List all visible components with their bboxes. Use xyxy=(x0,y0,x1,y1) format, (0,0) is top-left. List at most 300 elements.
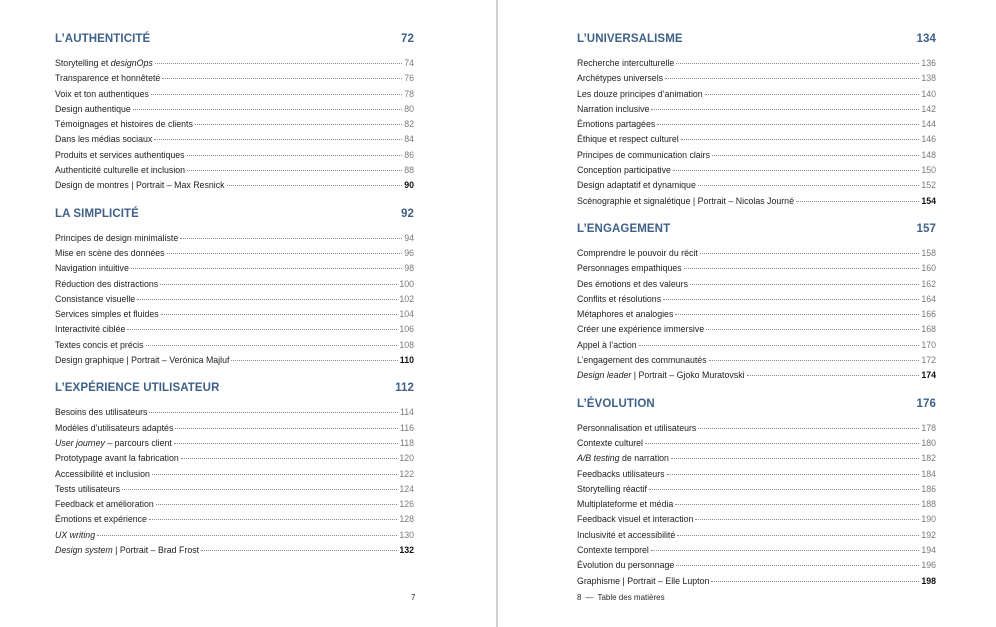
entry-title xyxy=(577,277,688,292)
entry-title-text: Tests utilisateurs xyxy=(55,483,121,494)
toc-entry[interactable] xyxy=(55,71,414,86)
entry-title xyxy=(55,56,153,71)
toc-entry[interactable] xyxy=(577,163,936,178)
entry-title-text: Consistance visuelle xyxy=(55,293,136,304)
dot-leader xyxy=(712,155,919,156)
toc-entry[interactable] xyxy=(577,467,936,482)
entry-title xyxy=(55,261,129,276)
toc-entry[interactable] xyxy=(55,421,414,436)
toc-entry[interactable] xyxy=(55,56,414,71)
entry-page-number: 146 xyxy=(921,134,936,145)
entry-title-text: Design authentique xyxy=(55,103,131,114)
dot-leader xyxy=(698,428,919,429)
section-title: L’ENGAGEMENT xyxy=(577,222,671,235)
entry-title xyxy=(577,261,682,276)
dot-leader xyxy=(149,412,398,413)
entry-page-number: 90 xyxy=(404,180,414,191)
toc-entry[interactable] xyxy=(55,148,414,163)
dot-leader xyxy=(684,268,920,269)
entry-title xyxy=(55,102,131,117)
entry-title-text: Créer une expérience immersive xyxy=(577,324,705,335)
entry-title xyxy=(577,482,647,497)
entry-title xyxy=(55,322,125,337)
entry-title-text: Principes de design minimaliste xyxy=(55,232,179,243)
entry-title xyxy=(55,512,147,527)
dot-leader xyxy=(187,155,403,156)
entry-title xyxy=(55,277,158,292)
toc-entry[interactable] xyxy=(55,512,414,527)
entry-title xyxy=(577,528,675,543)
entry-page-number: 186 xyxy=(921,483,936,494)
entry-title xyxy=(577,246,698,261)
entry-title-text: Contexte temporel xyxy=(577,545,649,556)
dot-leader xyxy=(201,550,397,551)
entry-title-text: Storytelling réactif xyxy=(577,483,647,494)
entry-page-number: 160 xyxy=(921,263,936,274)
dot-leader xyxy=(127,329,397,330)
toc-entry[interactable] xyxy=(55,102,414,117)
entry-page-number: 196 xyxy=(921,560,936,571)
entry-title-text: Modèles d’utilisateurs adaptés xyxy=(55,422,174,433)
entry-page-number: 158 xyxy=(921,247,936,258)
entry-title-text: Design de montres | Portrait – Max Resnick xyxy=(55,180,225,191)
toc-entry[interactable] xyxy=(577,292,936,307)
entry-title-text: Feedback et amélioration xyxy=(55,499,154,510)
entry-page-number: 126 xyxy=(399,499,414,510)
section-heading[interactable] xyxy=(55,208,414,225)
entry-page-number: 74 xyxy=(404,58,414,68)
dot-leader xyxy=(137,299,397,300)
entry-page-number: 96 xyxy=(404,247,414,258)
dot-leader xyxy=(651,109,919,110)
entry-page-number: 128 xyxy=(399,514,414,525)
entry-title-text: Graphisme | Portrait – Elle Lupton xyxy=(577,575,710,586)
entry-title xyxy=(55,148,185,163)
entry-page-number: 130 xyxy=(399,529,414,540)
dot-leader xyxy=(97,535,397,536)
entry-title-text: Accessibilité et inclusion xyxy=(55,468,150,479)
section-page-number: 72 xyxy=(401,33,414,45)
entry-title xyxy=(577,292,661,307)
entry-title xyxy=(577,163,671,178)
entry-title-text: Interactivité ciblée xyxy=(55,324,126,335)
entry-title-italic: Design system xyxy=(55,545,113,556)
section-title: L’ÉVOLUTION xyxy=(577,397,655,410)
entry-title-italic: A/B testing xyxy=(577,453,620,464)
entry-title xyxy=(55,338,144,353)
toc-entry[interactable] xyxy=(55,292,414,307)
entry-title xyxy=(577,558,674,573)
entry-page-number: 82 xyxy=(404,119,414,130)
toc-entry[interactable] xyxy=(55,338,414,353)
entry-page-number: 104 xyxy=(399,309,414,320)
toc-section xyxy=(577,223,936,384)
dot-leader xyxy=(651,550,919,551)
dot-leader xyxy=(747,375,920,376)
dot-leader xyxy=(154,139,402,140)
dot-leader xyxy=(675,504,919,505)
toc-entry[interactable] xyxy=(577,574,936,589)
entry-title xyxy=(55,353,229,368)
dot-leader xyxy=(175,428,398,429)
entry-title xyxy=(55,132,152,147)
entry-title xyxy=(577,353,707,368)
entry-page-number: 132 xyxy=(399,545,414,556)
entry-page-number: 168 xyxy=(921,324,936,335)
entry-title-text: L’engagement des communautés xyxy=(577,355,707,366)
entry-title-text: Conflits et résolutions xyxy=(577,293,662,304)
entry-title-suffix: | Portrait – Brad Frost xyxy=(112,545,200,556)
toc-entry[interactable] xyxy=(577,194,936,209)
entry-title xyxy=(577,148,710,163)
toc-entry[interactable] xyxy=(55,163,414,178)
entry-title-text: Narration inclusive xyxy=(577,103,650,114)
right-page xyxy=(499,0,996,627)
entry-title xyxy=(577,56,674,71)
toc-entry[interactable] xyxy=(577,132,936,147)
left-page-number: 7 xyxy=(411,593,416,602)
right-toc-column xyxy=(577,33,936,603)
toc-entry[interactable] xyxy=(577,338,936,353)
dot-leader xyxy=(695,519,919,520)
entry-title xyxy=(55,451,179,466)
dot-leader xyxy=(156,504,398,505)
left-toc-column xyxy=(55,33,414,572)
entry-page-number: 154 xyxy=(921,195,936,206)
section-heading[interactable] xyxy=(55,382,414,399)
dot-leader xyxy=(645,443,919,444)
entry-title xyxy=(55,163,185,178)
entry-title-text: Design graphique | Portrait – Verónica Majluf xyxy=(55,355,230,366)
entry-page-number: 192 xyxy=(921,529,936,540)
dot-leader xyxy=(676,63,919,64)
entry-title xyxy=(577,543,649,558)
dot-leader xyxy=(161,314,398,315)
entry-title xyxy=(577,87,703,102)
entry-title-text: Design adaptatif et dynamique xyxy=(577,180,696,191)
entry-title-italic: UX writing xyxy=(55,529,96,540)
toc-entry[interactable] xyxy=(577,261,936,276)
toc-entry[interactable] xyxy=(55,497,414,512)
dot-leader xyxy=(122,489,397,490)
entry-title-text: Conception participative xyxy=(577,165,671,176)
toc-section xyxy=(55,382,414,558)
dot-leader xyxy=(663,299,919,300)
entry-title-text: Principes de communication clairs xyxy=(577,149,710,160)
entry-page-number: 94 xyxy=(404,232,414,243)
section-heading[interactable] xyxy=(577,33,936,50)
entry-page-number: 108 xyxy=(399,339,414,350)
entry-title xyxy=(577,178,696,193)
dot-leader xyxy=(151,94,402,95)
entry-title xyxy=(577,421,696,436)
entry-title-text: Les douze principes d’animation xyxy=(577,88,703,99)
entry-title-text: Évolution du personnage xyxy=(577,560,675,571)
entry-page-number: 184 xyxy=(921,468,936,479)
entry-title xyxy=(55,307,159,322)
toc-entry[interactable] xyxy=(577,102,936,117)
entry-title-text: Multiplateforme et média xyxy=(577,499,674,510)
entry-page-number: 106 xyxy=(399,324,414,335)
entry-title xyxy=(55,467,150,482)
toc-entry[interactable] xyxy=(577,71,936,86)
toc-entry[interactable] xyxy=(577,56,936,71)
section-page-number: 157 xyxy=(916,222,936,235)
entry-page-number: 76 xyxy=(404,73,414,84)
toc-entry[interactable] xyxy=(55,405,414,420)
dot-leader xyxy=(231,360,397,361)
dot-leader xyxy=(711,581,919,582)
section-page-number: 92 xyxy=(401,207,414,220)
dot-leader xyxy=(152,474,397,475)
toc-entry[interactable] xyxy=(55,436,414,451)
entry-title xyxy=(577,102,649,117)
entry-page-number: 182 xyxy=(921,453,936,464)
entry-title-text: Navigation intuitive xyxy=(55,263,129,274)
dot-leader xyxy=(698,185,919,186)
entry-title xyxy=(55,178,225,193)
toc-entry[interactable] xyxy=(577,558,936,573)
dot-leader xyxy=(180,238,402,239)
dot-leader xyxy=(131,268,402,269)
toc-entry[interactable] xyxy=(577,512,936,527)
entry-title-italic: designOps xyxy=(110,58,153,68)
toc-entry[interactable] xyxy=(577,307,936,322)
entry-page-number: 170 xyxy=(921,339,936,350)
entry-title-text: Produits et services authentiques xyxy=(55,149,185,160)
section-heading[interactable] xyxy=(577,223,936,240)
toc-entry[interactable] xyxy=(55,246,414,261)
entry-page-number: 198 xyxy=(921,575,936,586)
toc-entry[interactable] xyxy=(577,497,936,512)
toc-entry[interactable] xyxy=(577,178,936,193)
toc-entry[interactable] xyxy=(55,307,414,322)
entry-page-number: 102 xyxy=(399,293,414,304)
toc-entry[interactable] xyxy=(577,368,936,383)
toc-entry[interactable] xyxy=(577,87,936,102)
dot-leader xyxy=(671,458,919,459)
entry-title xyxy=(577,497,673,512)
running-title: Table des matières xyxy=(597,593,665,602)
toc-section xyxy=(577,33,936,209)
entry-page-number: 116 xyxy=(399,422,414,433)
toc-entry[interactable] xyxy=(577,543,936,558)
toc-entry[interactable] xyxy=(55,132,414,147)
entry-title xyxy=(577,194,794,209)
entry-page-number: 174 xyxy=(921,370,936,381)
dot-leader xyxy=(639,345,920,346)
entry-page-number: 118 xyxy=(399,437,414,448)
entry-title-suffix: | Portrait – Gjoko Muratovski xyxy=(631,370,745,381)
section-heading[interactable] xyxy=(55,33,414,50)
dot-leader xyxy=(709,360,920,361)
toc-entry[interactable] xyxy=(55,353,414,368)
entry-title xyxy=(55,482,120,497)
entry-title-text: Feedbacks utilisateurs xyxy=(577,468,665,479)
entry-title-text: Dans les médias sociaux xyxy=(55,134,153,145)
entry-title xyxy=(55,292,135,307)
entry-page-number: 110 xyxy=(399,355,414,366)
entry-title-text: Personnalisation et utilisateurs xyxy=(577,422,697,433)
toc-entry[interactable] xyxy=(55,451,414,466)
entry-title xyxy=(577,436,643,451)
entry-title-text: Archétypes universels xyxy=(577,73,664,84)
entry-page-number: 98 xyxy=(404,263,414,274)
entry-title xyxy=(55,231,178,246)
toc-entry[interactable] xyxy=(55,543,414,558)
entry-page-number: 114 xyxy=(399,407,414,418)
toc-entry[interactable] xyxy=(577,482,936,497)
toc-entry[interactable] xyxy=(577,148,936,163)
entry-page-number: 194 xyxy=(921,545,936,556)
entry-title xyxy=(55,421,173,436)
dot-leader xyxy=(160,284,397,285)
entry-title xyxy=(577,71,663,86)
entry-title-text: Appel à l’action xyxy=(577,339,637,350)
toc-entry[interactable] xyxy=(577,436,936,451)
section-heading[interactable] xyxy=(577,398,936,415)
section-title: L’EXPÉRIENCE UTILISATEUR xyxy=(55,382,220,395)
dot-leader xyxy=(174,443,398,444)
toc-entry[interactable] xyxy=(55,117,414,132)
entry-page-number: 100 xyxy=(399,278,414,289)
dot-leader xyxy=(675,314,919,315)
toc-entry[interactable] xyxy=(55,277,414,292)
entry-page-number: 148 xyxy=(921,149,936,160)
entry-title-text: Besoins des utilisateurs xyxy=(55,407,148,418)
dot-leader xyxy=(705,94,920,95)
dot-leader xyxy=(673,170,919,171)
dot-leader xyxy=(167,253,403,254)
toc-section xyxy=(577,398,936,589)
entry-title xyxy=(577,451,669,466)
dot-leader xyxy=(690,284,919,285)
entry-title xyxy=(577,132,679,147)
dot-leader xyxy=(657,124,919,125)
entry-title-text: Émotions partagées xyxy=(577,119,656,130)
entry-title xyxy=(55,405,147,420)
toc-entry[interactable] xyxy=(55,261,414,276)
entry-page-number: 88 xyxy=(404,165,414,176)
entry-title xyxy=(577,512,693,527)
entry-title-text: Scénographie et signalétique | Portrait – Nicolas Journé xyxy=(577,195,794,206)
toc-entry[interactable] xyxy=(577,322,936,337)
entry-page-number: 150 xyxy=(921,165,936,176)
toc-section xyxy=(55,208,414,369)
toc-entry[interactable] xyxy=(577,277,936,292)
dot-leader xyxy=(227,185,403,186)
dot-leader xyxy=(665,78,919,79)
dot-leader xyxy=(133,109,402,110)
entry-title xyxy=(55,543,199,558)
left-page xyxy=(0,0,497,627)
dot-leader xyxy=(700,253,920,254)
entry-title-text: Réduction des distractions xyxy=(55,278,159,289)
entry-page-number: 138 xyxy=(921,73,936,84)
entry-title xyxy=(577,322,704,337)
section-page-number: 134 xyxy=(916,33,936,45)
entry-title xyxy=(577,467,665,482)
dot-leader xyxy=(181,458,398,459)
entry-title xyxy=(55,246,165,261)
section-page-number: 112 xyxy=(395,382,414,395)
dot-leader xyxy=(677,535,919,536)
toc-entry[interactable] xyxy=(577,451,936,466)
entry-title xyxy=(577,338,637,353)
entry-page-number: 162 xyxy=(921,278,936,289)
dot-leader xyxy=(155,63,402,64)
entry-title-text: Personnages empathiques xyxy=(577,263,682,274)
toc-entry[interactable] xyxy=(55,467,414,482)
entry-title-text: Émotions et expérience xyxy=(55,514,147,525)
entry-title xyxy=(577,574,709,589)
dot-leader xyxy=(649,489,919,490)
entry-title xyxy=(55,117,193,132)
entry-page-number: 80 xyxy=(404,103,414,114)
entry-title xyxy=(577,117,655,132)
entry-title xyxy=(55,436,172,451)
entry-title-text: Témoignages et histoires de clients xyxy=(55,119,193,130)
section-title: LA SIMPLICITÉ xyxy=(55,207,139,220)
toc-entry[interactable] xyxy=(55,322,414,337)
entry-page-number: 120 xyxy=(399,453,414,464)
entry-title-suffix: de narration xyxy=(619,453,669,464)
section-title: L’UNIVERSALISME xyxy=(577,33,683,45)
toc-entry[interactable] xyxy=(577,246,936,261)
dot-leader xyxy=(681,139,920,140)
toc-entry[interactable] xyxy=(55,178,414,193)
toc-entry[interactable] xyxy=(577,421,936,436)
entry-title-text: Éthique et respect culturel xyxy=(577,134,679,145)
entry-title-text: Storytelling et xyxy=(55,58,111,68)
entry-title-italic: Design leader xyxy=(577,370,632,381)
entry-title-text: Métaphores et analogies xyxy=(577,309,674,320)
section-title: L’AUTHENTICITÉ xyxy=(55,33,151,45)
footer-dash: — xyxy=(585,593,594,602)
entry-title-text: Mise en scène des données xyxy=(55,247,165,258)
toc-entry[interactable] xyxy=(55,482,414,497)
toc-entry[interactable] xyxy=(55,87,414,102)
entry-title xyxy=(55,497,154,512)
toc-entry[interactable] xyxy=(55,528,414,543)
entry-title-text: Voix et ton authentiques xyxy=(55,88,149,99)
entry-title-text: Transparence et honnêteté xyxy=(55,73,161,84)
entry-title-text: Des émotions et des valeurs xyxy=(577,278,688,289)
dot-leader xyxy=(146,345,398,346)
entry-title-text: Recherche interculturelle xyxy=(577,58,675,68)
dot-leader xyxy=(195,124,402,125)
entry-title-text: Prototypage avant la fabrication xyxy=(55,453,179,464)
dot-leader xyxy=(676,565,919,566)
entry-title-text: Inclusivité et accessibilité xyxy=(577,529,676,540)
entry-title xyxy=(577,368,745,383)
dot-leader xyxy=(796,201,919,202)
entry-title xyxy=(55,87,149,102)
dot-leader xyxy=(667,474,920,475)
entry-title-text: Authenticité culturelle et inclusion xyxy=(55,165,186,176)
dot-leader xyxy=(706,329,919,330)
toc-entry[interactable] xyxy=(577,528,936,543)
entry-title-text: Textes concis et précis xyxy=(55,339,144,350)
toc-entry[interactable] xyxy=(577,117,936,132)
entry-page-number: 166 xyxy=(921,309,936,320)
entry-page-number: 136 xyxy=(921,58,936,68)
toc-entry[interactable] xyxy=(577,353,936,368)
entry-title xyxy=(577,307,673,322)
toc-entry[interactable] xyxy=(55,231,414,246)
entry-title xyxy=(55,71,160,86)
entry-page-number: 124 xyxy=(399,483,414,494)
